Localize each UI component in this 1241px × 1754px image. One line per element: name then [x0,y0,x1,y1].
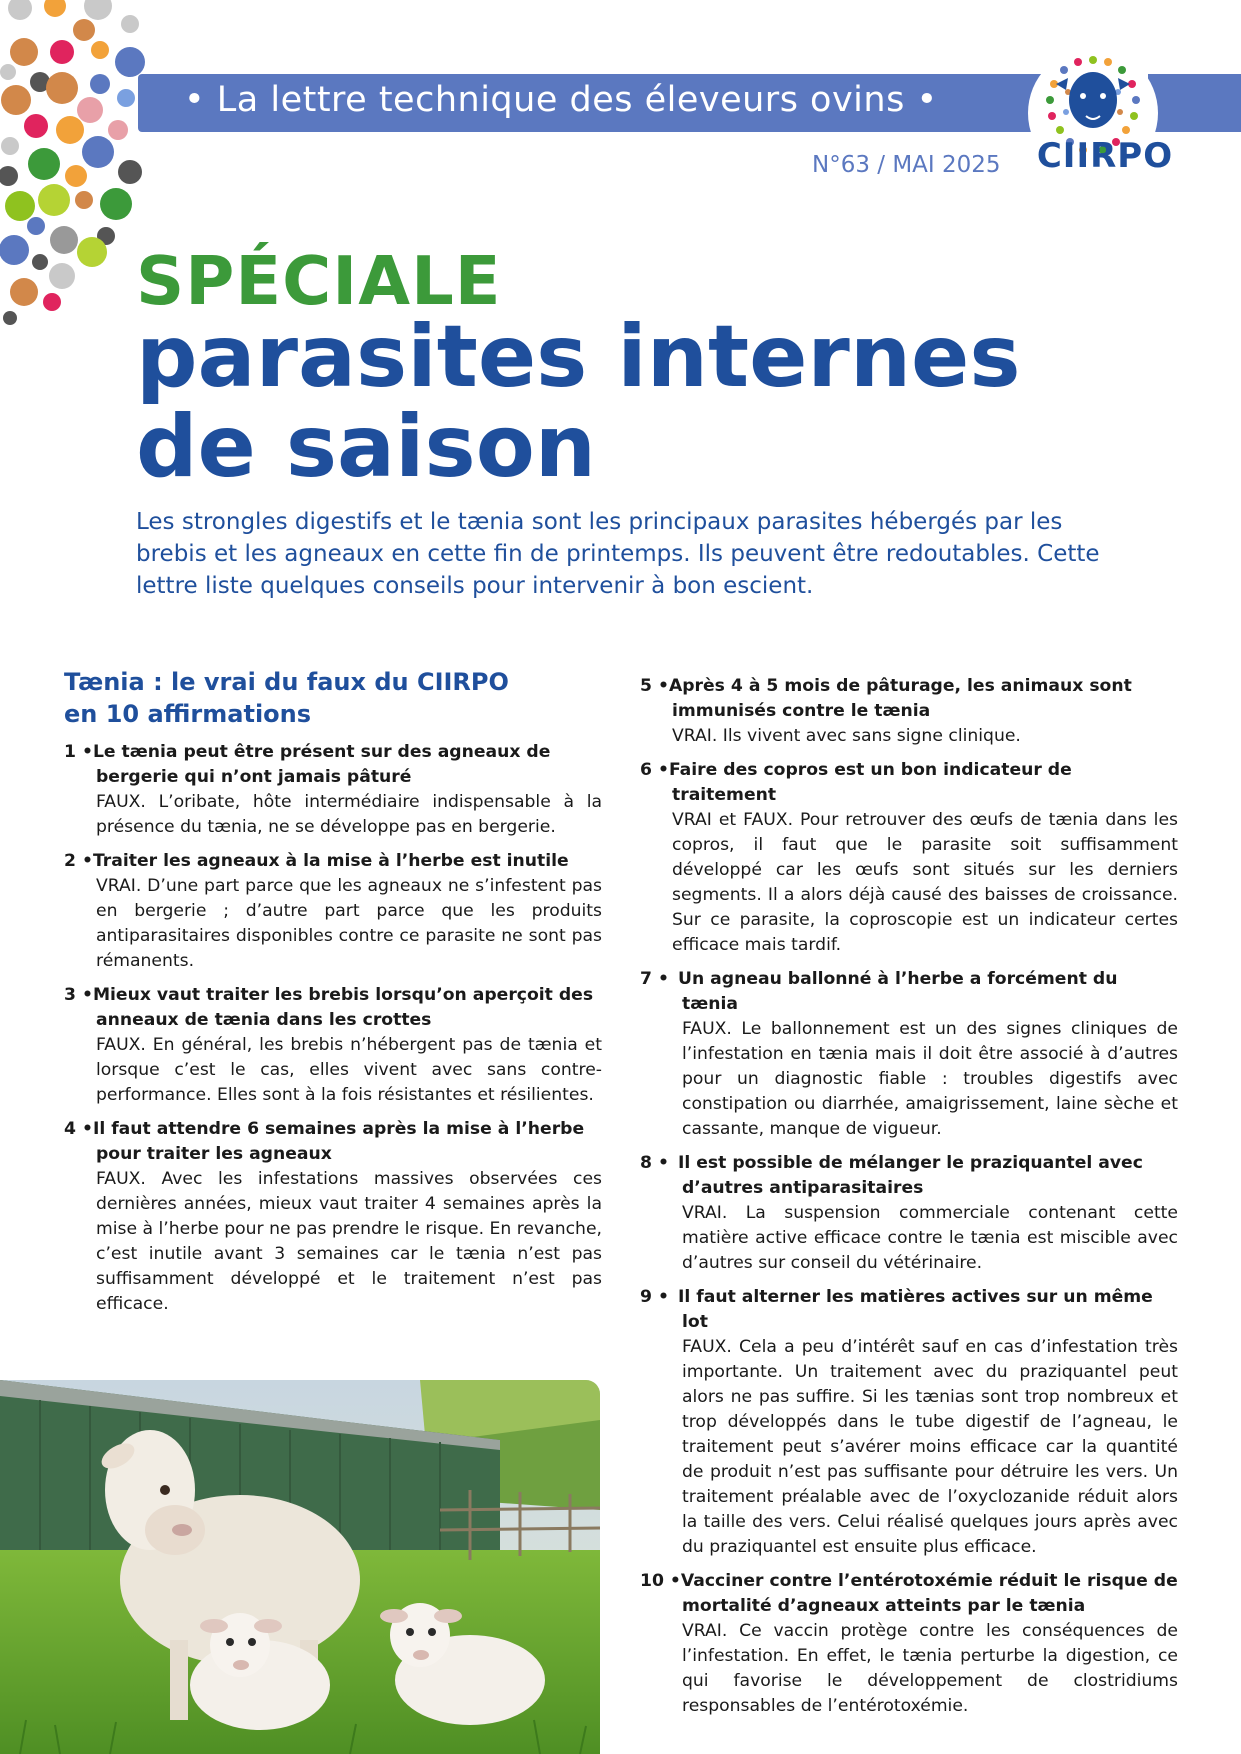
affirmation-item [640,1569,1178,1719]
affirmation-answer: FAUX. En général, les brebis n’hébergent pas de tænia et lorsque c’est le cas, elles vivent avec sans contre-performance. Elles sont à la fois résistantes et résilientes. [96,1035,602,1105]
affirmation-question [640,674,1178,724]
affirmation-number: 3 • [64,985,93,1005]
affirmation-question [64,1117,602,1167]
sheep-illustration [0,1380,600,1754]
affirmation-question [64,983,602,1033]
header-banner [138,74,1048,132]
right-column [640,674,1178,1728]
affirmation-number: 10 • [640,1571,681,1591]
title-line-2: de saison [136,397,597,497]
affirmation-answer: FAUX. L’oribate, hôte intermédiaire indispensable à la présence du tænia, ne se développe pas en bergerie. [96,792,602,837]
affirmation-item [64,1117,602,1317]
question-text: Un agneau ballonné à l’herbe a forcément du tænia [678,969,1118,1014]
affirmation-answer: FAUX. Cela a peu d’intérêt sauf en cas d’infestation très importante. Un traitement avec du praziquantel peut alors ne pas suffire. Si les tænias sont trop nombreux et trop développés dans le tube digestif de l’agneau, le traitement peut s’avérer moins efficace car la quantité de produit n’est pas suffisante pour détruire les vers. Un traitement préalable avec de l’oxyclozanide réduit alors la taille des vers. Celui réalisé quelques jours après avec du praziquantel est ensuite plus efficace. [682,1337,1178,1557]
question-text: Il faut alterner les matières actives sur un même lot [678,1287,1153,1332]
logo-wordmark: CIIRPO [1036,136,1174,176]
question-text: Faire des copros est un bon indicateur de traitement [668,760,1072,805]
affirmation-item [640,1285,1178,1560]
section-title-line-2: en 10 affirmations [64,700,312,728]
affirmation-question [640,758,1178,808]
intro-paragraph: Les strongles digestifs et le tænia sont les principaux parasites hébergés par les brebis et les agneaux en cette fin de printemps. Ils peuvent être redoutables. Cette lettre liste quelques conseils pour intervenir à bon escient. [136,509,1100,599]
question-text: Après 4 à 5 mois de pâturage, les animaux sont immunisés contre le tænia [668,676,1132,721]
affirmation-number: 5 • [640,676,669,696]
affirmation-answer: VRAI. D’une part parce que les agneaux ne s’infestent pas en bergerie ; d’autre part parce que les produits antiparasitaires disponibles contre ce parasite ne sont pas rémanents. [96,876,602,971]
question-text: Il est possible de mélanger le praziquantel avec d’autres antiparasitaires [678,1153,1143,1198]
affirmation-answer: FAUX. Le ballonnement est un des signes cliniques de l’infestation en tænia mais il doit être associé à d’autres pour un diagnostic fiable : troubles digestifs avec constipation ou diarrhée, amaigrissement, laine sèche et cassante, manque de vigueur. [682,1019,1178,1139]
affirmation-item [64,849,602,974]
affirmation-answer: VRAI. La suspension commerciale contenant cette matière active efficace contre le tænia est miscible avec d’autres sur conseil du vétérinaire. [682,1203,1178,1273]
question-text: Le tænia peut être présent sur des agneaux de bergerie qui n’ont jamais pâturé [92,742,551,787]
section-title-line-1: Tænia : le vrai du faux du CIIRPO [64,668,509,696]
affirmation-item [64,740,602,840]
affirmation-number: 6 • [640,760,669,780]
affirmation-item [640,967,1178,1142]
affirmation-item [640,758,1178,958]
affirmation-question [640,967,1178,1017]
affirmation-question [64,740,602,790]
affirmation-answer: FAUX. Avec les infestations massives observées ces dernières années, mieux vaut traiter 4 semaines après la mise à l’herbe pour ne pas prendre le risque. En revanche, c’est inutile avant 3 semaines car le tænia n’est pas suffisamment développé et le traitement n’est pas efficace. [96,1169,602,1314]
affirmation-question [640,1151,1178,1201]
affirmation-item [640,674,1178,749]
sheep-photo [0,1380,600,1754]
issue-number-date: N°63 / MAI 2025 [812,152,1001,178]
affirmation-number: 2 • [64,851,93,871]
affirmation-question [640,1285,1178,1335]
affirmation-number: 8 • [640,1153,669,1173]
affirmation-number: 9 • [640,1287,669,1307]
affirmation-answer: VRAI. Ce vaccin protège contre les conséquences de l’infestation. En effet, le tænia perturbe la digestion, ce qui favorise le développement de clostridiums responsables de l’entérotoxémie. [682,1621,1178,1716]
question-text: Traiter les agneaux à la mise à l’herbe est inutile [92,851,569,871]
affirmation-item [640,1151,1178,1276]
question-text: Vacciner contre l’entérotoxémie réduit le risque de mortalité d’agneaux atteints par le tænia [680,1571,1178,1616]
affirmation-answer: VRAI et FAUX. Pour retrouver des œufs de tænia dans les copros, il faut que le parasite soit suffisamment développé car les œufs sont situés sur les derniers segments. Il a alors déjà causé des baisses de croissance. Sur ce parasite, la coproscopie est un indicateur certes efficace mais tardif. [672,810,1178,955]
question-text: Il faut attendre 6 semaines après la mise à l’herbe pour traiter les agneaux [92,1119,585,1164]
affirmation-answer: VRAI. Ils vivent avec sans signe clinique. [672,726,1021,746]
affirmation-question [640,1569,1178,1619]
question-text: Mieux vaut traiter les brebis lorsqu’on aperçoit des anneaux de tænia dans les crottes [92,985,594,1030]
title-line-1: parasites internes [136,307,1021,407]
affirmation-question [64,849,602,874]
page-title [136,307,1136,497]
section-title [64,666,602,730]
affirmation-number: 1 • [64,742,93,762]
banner-tagline: • La lettre technique des éleveurs ovins • [184,80,938,120]
special-label: SPÉCIALE [136,242,502,320]
affirmation-number: 4 • [64,1119,93,1139]
affirmation-item [64,983,602,1108]
left-column [64,666,602,1326]
affirmation-number: 7 • [640,969,669,989]
